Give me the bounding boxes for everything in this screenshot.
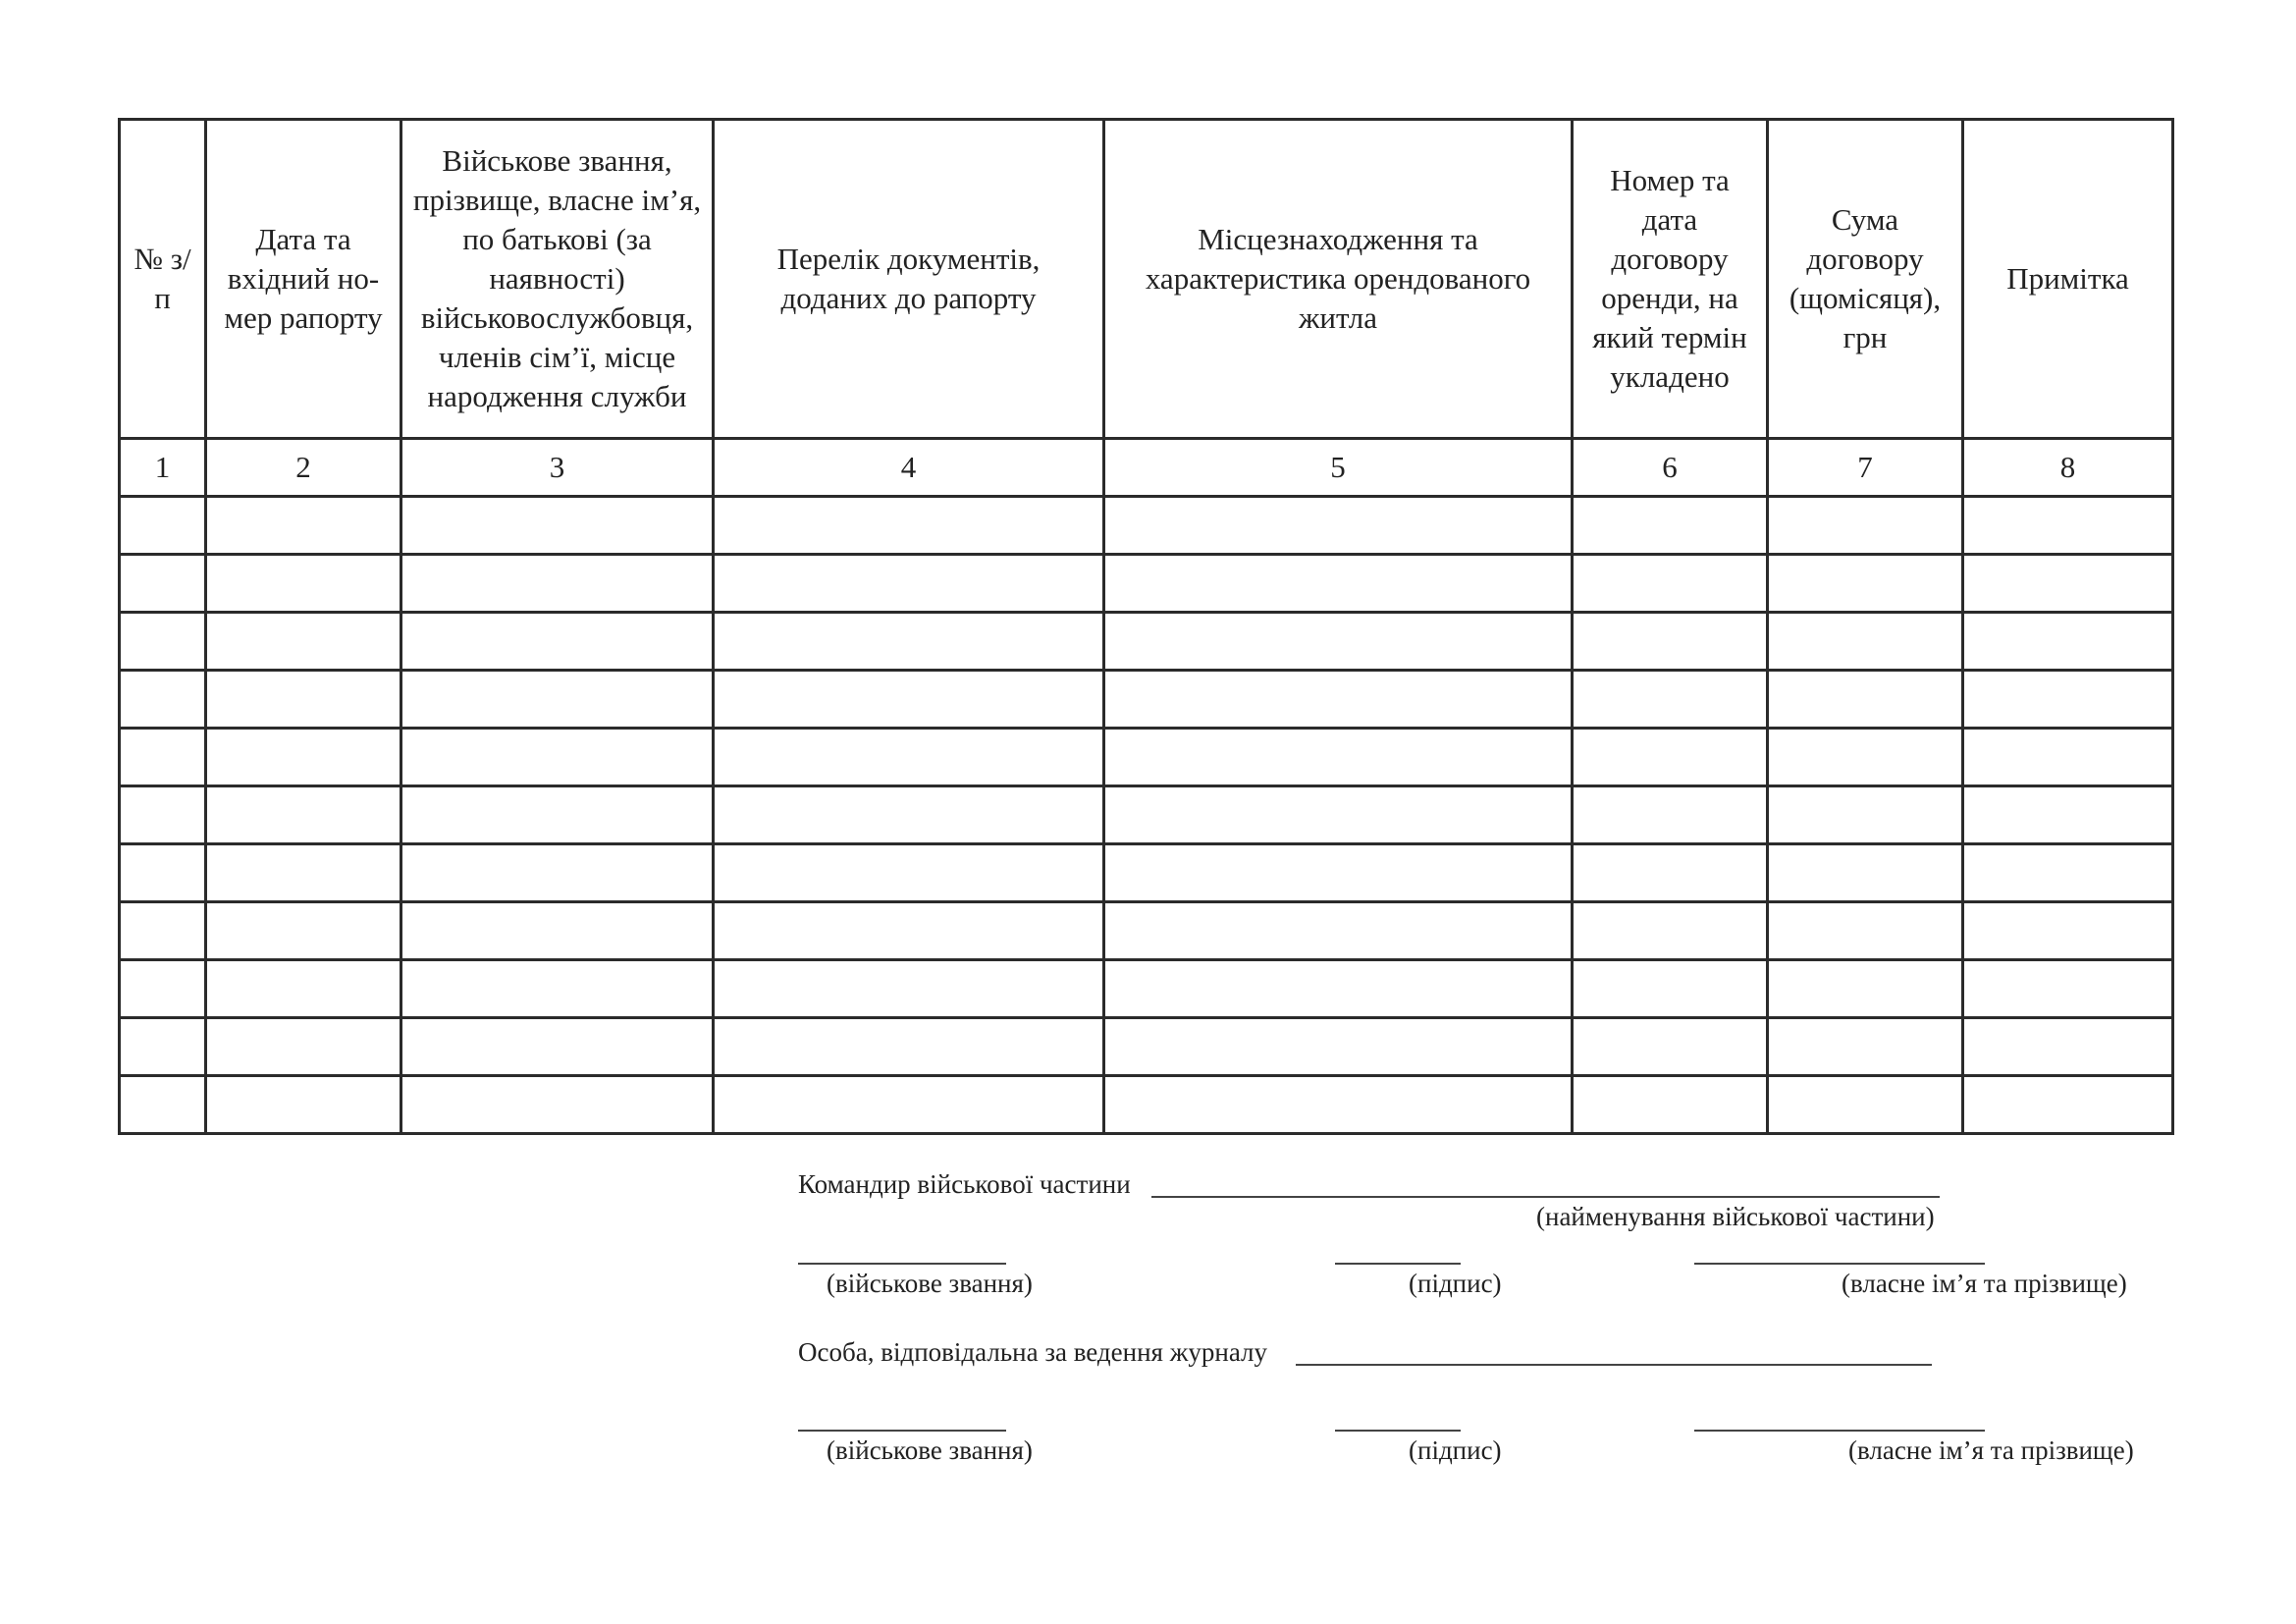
table-cell xyxy=(714,497,1104,555)
table-cell xyxy=(120,844,206,902)
header-cell-person: Військове звання, прізвище, власне ім’я, по батькові (за наявності) військовослужбовця, членів сім’ї, місце народження служби xyxy=(401,120,714,439)
table-cell xyxy=(206,497,401,555)
commander-signature-line xyxy=(1335,1263,1461,1265)
table-cell xyxy=(120,555,206,613)
table-row xyxy=(120,844,2173,902)
table-cell xyxy=(120,729,206,786)
table-cell xyxy=(120,786,206,844)
column-number: 1 xyxy=(120,439,206,497)
column-number: 8 xyxy=(1963,439,2173,497)
table-cell xyxy=(1768,960,1963,1018)
header-row xyxy=(120,120,2173,439)
header-cell-note: Примітка xyxy=(1963,120,2173,439)
table-cell xyxy=(401,1076,714,1134)
responsible-signature-line xyxy=(1335,1430,1461,1432)
table-cell xyxy=(120,671,206,729)
table-cell xyxy=(1104,786,1573,844)
column-number: 4 xyxy=(714,439,1104,497)
table-cell xyxy=(1768,902,1963,960)
table-cell xyxy=(714,960,1104,1018)
responsible-rank-caption: (військове звання) xyxy=(827,1435,1033,1465)
table-cell xyxy=(401,844,714,902)
table-cell xyxy=(206,729,401,786)
table-cell xyxy=(206,786,401,844)
table-cell xyxy=(714,1018,1104,1076)
table-cell xyxy=(1573,613,1768,671)
table-row xyxy=(120,902,2173,960)
table-cell xyxy=(206,960,401,1018)
table-cell xyxy=(714,671,1104,729)
table-cell xyxy=(714,555,1104,613)
commander-label: Командир військової частини xyxy=(798,1169,1131,1199)
table-cell xyxy=(1573,729,1768,786)
table-row xyxy=(120,497,2173,555)
table-cell xyxy=(1768,1076,1963,1134)
table-cell xyxy=(206,844,401,902)
table-cell xyxy=(1104,844,1573,902)
commander-rank-line xyxy=(798,1263,1006,1265)
table-cell xyxy=(1104,1076,1573,1134)
journal-table xyxy=(118,118,2174,1135)
table-cell xyxy=(1963,555,2173,613)
table-cell xyxy=(1573,960,1768,1018)
unit-name-caption: (найменування військової частини) xyxy=(1536,1202,1935,1231)
table-cell xyxy=(1963,1076,2173,1134)
table-cell xyxy=(1104,497,1573,555)
table-cell xyxy=(1104,902,1573,960)
responsible-label: Особа, відповідальна за ведення журналу xyxy=(798,1337,1268,1367)
table-cell xyxy=(1104,1018,1573,1076)
table-cell xyxy=(401,497,714,555)
table-cell xyxy=(120,960,206,1018)
table-cell xyxy=(1573,844,1768,902)
table-cell xyxy=(1768,671,1963,729)
table-cell xyxy=(1963,671,2173,729)
table-cell xyxy=(1573,902,1768,960)
table-cell xyxy=(401,902,714,960)
commander-rank-caption: (військове звання) xyxy=(827,1269,1033,1298)
responsible-name-caption: (власне ім’я та прізвище) xyxy=(1848,1435,2134,1465)
table-cell xyxy=(120,1076,206,1134)
table-cell xyxy=(1768,555,1963,613)
table-cell xyxy=(714,844,1104,902)
responsible-rank-line xyxy=(798,1430,1006,1432)
table-cell xyxy=(1104,671,1573,729)
commander-name-line xyxy=(1694,1263,1985,1265)
column-number-row xyxy=(120,439,2173,497)
table-cell xyxy=(401,555,714,613)
table-cell xyxy=(401,960,714,1018)
table-cell xyxy=(1768,844,1963,902)
table-cell xyxy=(401,729,714,786)
table-cell xyxy=(1104,555,1573,613)
table-cell xyxy=(1963,960,2173,1018)
table-row xyxy=(120,1018,2173,1076)
table-cell xyxy=(714,729,1104,786)
commander-signature-caption: (підпис) xyxy=(1409,1269,1502,1298)
header-cell-date: Дата та вхідний но-мер рапорту xyxy=(206,120,401,439)
table-cell xyxy=(206,613,401,671)
table-row xyxy=(120,729,2173,786)
table-row xyxy=(120,960,2173,1018)
table-cell xyxy=(714,1076,1104,1134)
table-cell xyxy=(401,613,714,671)
table-cell xyxy=(714,786,1104,844)
table-cell xyxy=(714,613,1104,671)
table-cell xyxy=(401,786,714,844)
table-cell xyxy=(401,1018,714,1076)
table-row xyxy=(120,786,2173,844)
table-row xyxy=(120,671,2173,729)
table-cell xyxy=(1768,497,1963,555)
table-cell xyxy=(1963,844,2173,902)
header-cell-amount: Сума договору (щомісяця), грн xyxy=(1768,120,1963,439)
table-cell xyxy=(1768,786,1963,844)
table-cell xyxy=(1768,1018,1963,1076)
unit-name-line xyxy=(1151,1196,1940,1198)
table-cell xyxy=(1768,613,1963,671)
table-cell xyxy=(120,902,206,960)
column-number: 7 xyxy=(1768,439,1963,497)
table-cell xyxy=(206,902,401,960)
table-cell xyxy=(1573,786,1768,844)
table-cell xyxy=(401,671,714,729)
header-cell-documents: Перелік документів, доданих до рапорту xyxy=(714,120,1104,439)
table-row xyxy=(120,1076,2173,1134)
table-cell xyxy=(1573,1018,1768,1076)
responsible-signature-caption: (підпис) xyxy=(1409,1435,1502,1465)
table-cell xyxy=(714,902,1104,960)
header-cell-number: № з/п xyxy=(120,120,206,439)
table-cell xyxy=(120,613,206,671)
table-cell xyxy=(206,555,401,613)
column-number: 6 xyxy=(1573,439,1768,497)
table-cell xyxy=(120,497,206,555)
table-cell xyxy=(1104,960,1573,1018)
table-cell xyxy=(1963,497,2173,555)
table-row xyxy=(120,613,2173,671)
header-cell-contract: Номер та дата договору оренди, на який термін укладено xyxy=(1573,120,1768,439)
table-cell xyxy=(1104,729,1573,786)
table-cell xyxy=(1573,1076,1768,1134)
column-number: 3 xyxy=(401,439,714,497)
table-cell xyxy=(1963,786,2173,844)
responsible-name-line xyxy=(1296,1364,1932,1366)
table-cell xyxy=(120,1018,206,1076)
responsible-full-name-line xyxy=(1694,1430,1985,1432)
table-cell xyxy=(1963,613,2173,671)
table-cell xyxy=(1963,902,2173,960)
table-cell xyxy=(1573,497,1768,555)
table-cell xyxy=(1963,1018,2173,1076)
table-cell xyxy=(1963,729,2173,786)
table-cell xyxy=(206,671,401,729)
column-number: 5 xyxy=(1104,439,1573,497)
table-cell xyxy=(206,1076,401,1134)
table-cell xyxy=(206,1018,401,1076)
table-cell xyxy=(1573,555,1768,613)
table-row xyxy=(120,555,2173,613)
column-number: 2 xyxy=(206,439,401,497)
table-cell xyxy=(1104,613,1573,671)
table-cell xyxy=(1768,729,1963,786)
commander-name-caption: (власне ім’я та прізвище) xyxy=(1842,1269,2127,1298)
table-cell xyxy=(1573,671,1768,729)
header-cell-location: Місцезнаходження та характеристика орендованого житла xyxy=(1104,120,1573,439)
